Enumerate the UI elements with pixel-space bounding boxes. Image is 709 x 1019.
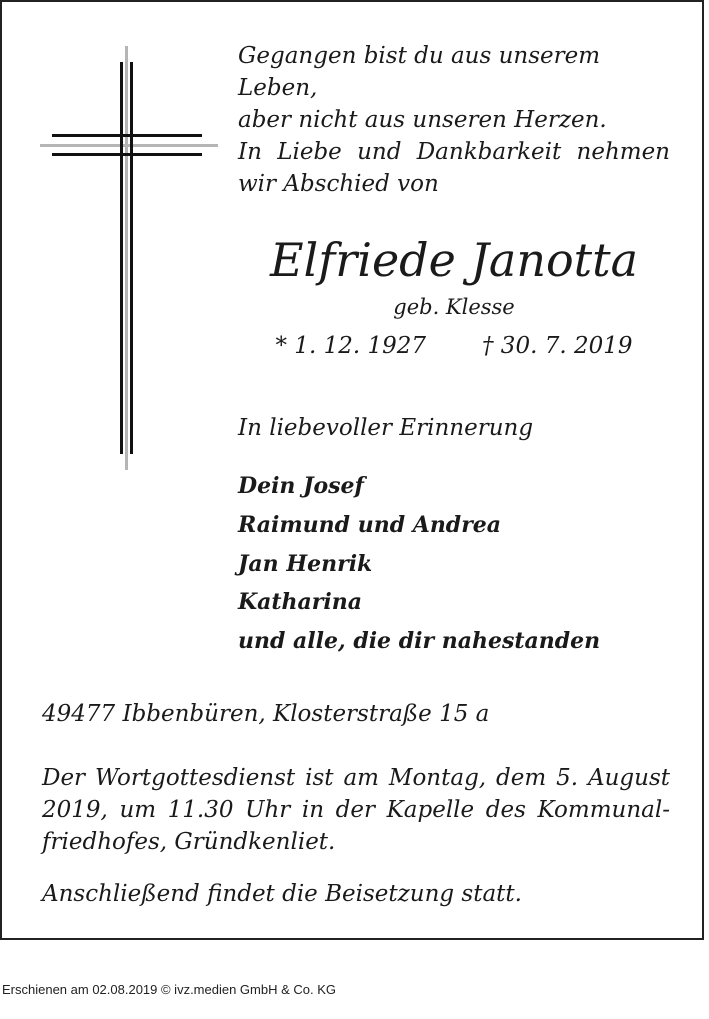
burial-info: Anschließend findet die Beisetzung statt. bbox=[42, 881, 522, 907]
maiden-name: geb. Klesse bbox=[393, 295, 515, 319]
verse-line-1: Gegangen bist du aus unserem Leben, bbox=[238, 43, 601, 101]
verse bbox=[238, 40, 670, 136]
memory-line: In liebevoller Erinnerung bbox=[238, 415, 534, 441]
address: 49477 Ibbenbüren, Klosterstraße 15 a bbox=[42, 701, 490, 727]
mourners-list bbox=[238, 467, 670, 661]
mourner-item: Katharina bbox=[238, 589, 362, 616]
deceased-name: Elfriede Janotta bbox=[269, 233, 639, 287]
cross-icon bbox=[40, 46, 218, 470]
mourner-item: und alle, die dir nahestanden bbox=[238, 628, 601, 655]
intro-text: In Liebe und Dankbarkeit nehmen wir Abschied von bbox=[238, 139, 670, 197]
birth-date: * 1. 12. 1927 bbox=[275, 333, 426, 359]
life-dates bbox=[238, 330, 670, 362]
service-info: Der Wortgottesdienst ist am Montag, dem 5. August 2019, um 11.30 Uhr in der Kapelle des Kommunal-friedhofes, Gründkenliet. bbox=[42, 765, 670, 855]
publication-footer: Erschienen am 02.08.2019 © ivz.medien GmbH & Co. KG bbox=[2, 982, 337, 997]
verse-line-2: aber nicht aus unseren Herzen. bbox=[238, 107, 607, 133]
mourner-item: Jan Henrik bbox=[238, 550, 373, 577]
mourner-item: Dein Josef bbox=[238, 473, 365, 499]
death-date: † 30. 7. 2019 bbox=[482, 333, 633, 359]
mourner-item: Raimund und Andrea bbox=[238, 511, 502, 538]
